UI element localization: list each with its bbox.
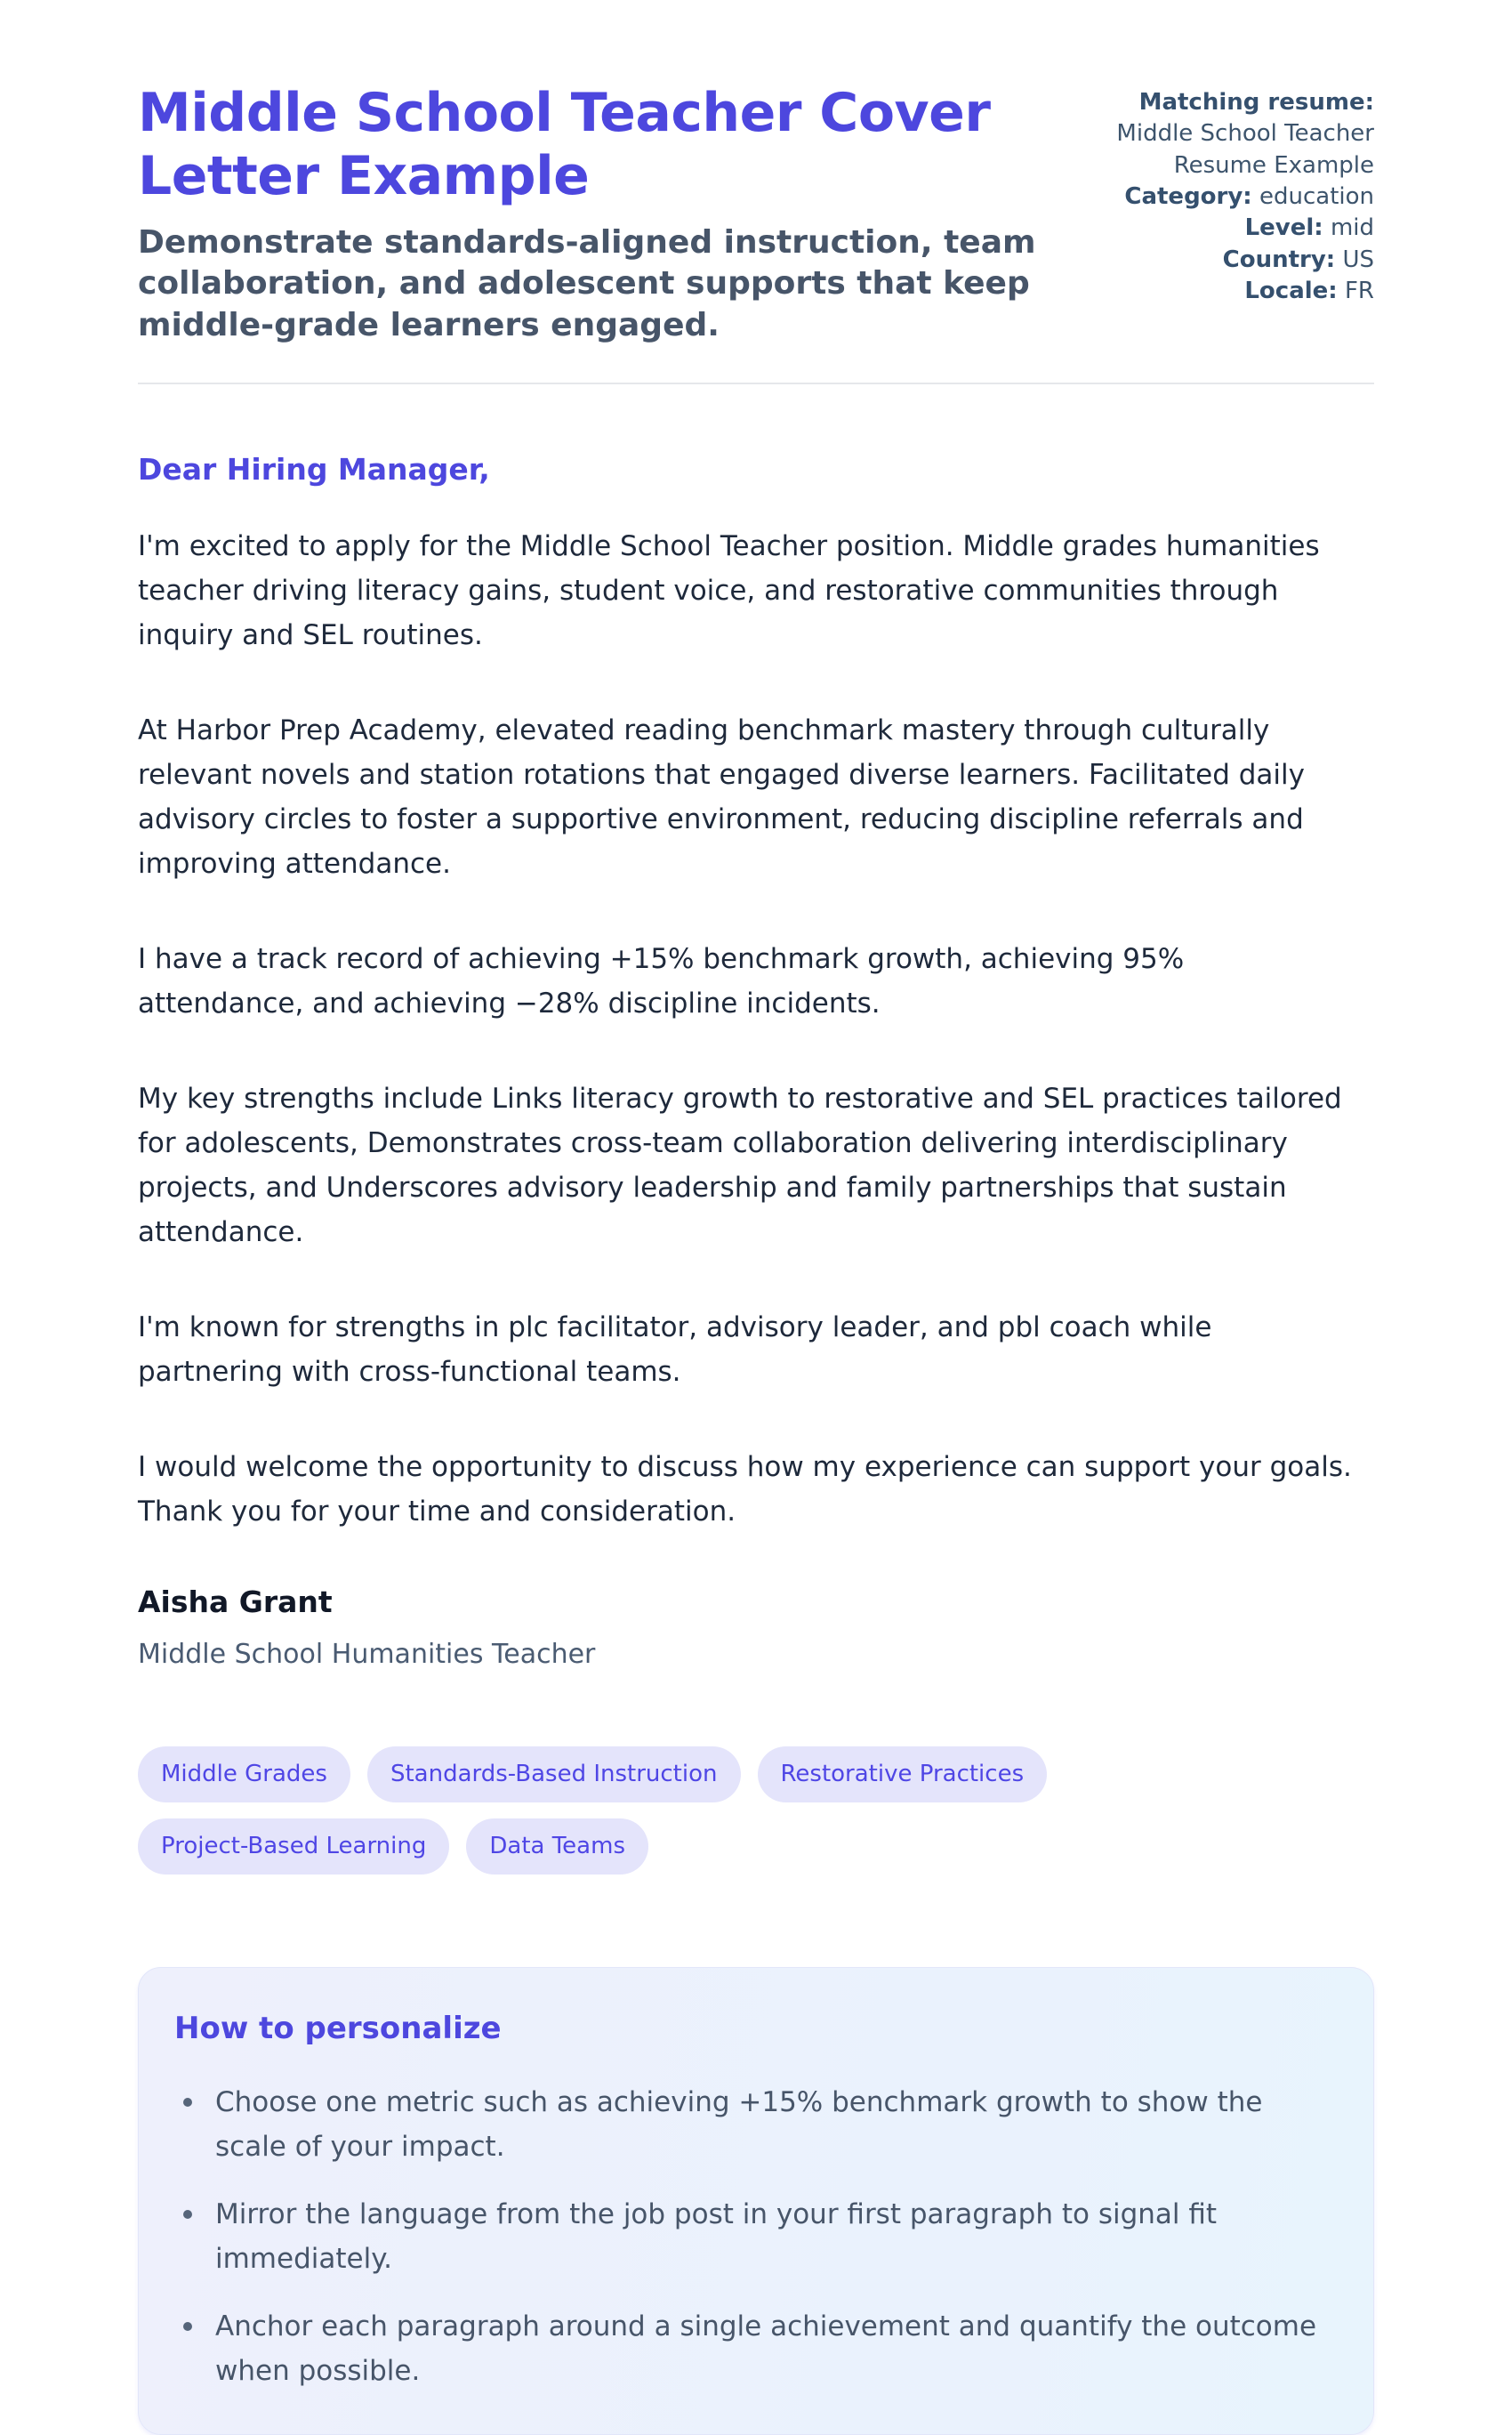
- meta-label: Level:: [1244, 214, 1323, 242]
- tips-card: [138, 1967, 1374, 2435]
- meta-value: FR: [1344, 278, 1374, 305]
- letter-paragraph: I would welcome the opportunity to discuss how my experience can support your goals. Thank you for your time and consideration.: [138, 1450, 1352, 1528]
- meta-label: Category:: [1124, 183, 1252, 211]
- letter-paragraph: My key strengths include Links literacy growth to restorative and SEL practices tailored for adolescents, Demonstrates cross-team collaboration delivering interdisciplinary projects, and Underscores advisory leadership and family partnerships that sustain attendance.: [138, 1082, 1342, 1248]
- meta-row-locale: [1079, 276, 1374, 307]
- meta-value: education: [1259, 183, 1374, 211]
- meta-row-level: [1079, 213, 1374, 244]
- meta-label: Country:: [1222, 246, 1336, 273]
- letter-paragraph: At Harbor Prep Academy, elevated reading benchmark mastery through culturally relevant novels and station rotations that engaged diverse learners. Facilitated daily advisory circles to foster a supportive environment, reducing discipline referrals and improving attendance.: [138, 714, 1305, 880]
- tip-item: Anchor each paragraph around a single achievement and quantify the outcome when possible.: [178, 2304, 1323, 2393]
- letter-paragraph: I have a track record of achieving +15% benchmark growth, achieving 95% attendance, and achieving −28% discipline incidents.: [138, 942, 1185, 1020]
- signature-name: Aisha Grant: [138, 1584, 333, 1619]
- page-content: [138, 0, 1374, 2435]
- signature-title: Middle School Humanities Teacher: [138, 1638, 596, 1670]
- meta-value-resume-link: Middle School Teacher Resume Example: [1116, 120, 1374, 179]
- letter-body: [138, 524, 1374, 1534]
- tips-list: [174, 2080, 1323, 2393]
- header-divider: [138, 383, 1374, 384]
- resume-meta: [1079, 82, 1374, 308]
- tag-pill: Project-Based Learning: [138, 1818, 449, 1875]
- meta-row-matching-resume: [1079, 87, 1374, 181]
- meta-row-category: [1079, 181, 1374, 213]
- meta-label: Matching resume:: [1138, 89, 1374, 116]
- meta-label: Locale:: [1244, 278, 1338, 305]
- page-header: [138, 82, 1374, 347]
- tag-pill: Standards-Based Instruction: [367, 1746, 741, 1802]
- meta-value: US: [1342, 246, 1374, 273]
- letter-paragraph: I'm excited to apply for the Middle School Teacher position. Middle grades humanities teacher driving literacy gains, student voice, and restorative communities through inquiry and SEL routines.: [138, 529, 1320, 651]
- meta-value: mid: [1330, 214, 1374, 242]
- header-title-block: [138, 82, 1063, 347]
- tag-pill: Restorative Practices: [758, 1746, 1048, 1802]
- tag-list: [138, 1746, 1241, 1875]
- letter-paragraph: I'm known for strengths in plc facilitator, advisory leader, and pbl coach while partnering with cross-functional teams.: [138, 1310, 1212, 1388]
- page-title: Middle School Teacher Cover Letter Example: [138, 82, 991, 207]
- page-subtitle: Demonstrate standards-aligned instruction, team collaboration, and adolescent supports that keep middle-grade learners engaged.: [138, 223, 1036, 344]
- signature-block: [138, 1584, 1374, 1670]
- meta-row-country: [1079, 245, 1374, 276]
- letter-salutation: Dear Hiring Manager,: [138, 451, 490, 487]
- tag-pill: Data Teams: [466, 1818, 648, 1875]
- tag-pill: Middle Grades: [138, 1746, 350, 1802]
- tip-item: Mirror the language from the job post in your first paragraph to signal fit immediately.: [178, 2192, 1323, 2281]
- tips-heading: How to personalize: [174, 2011, 502, 2047]
- tip-item: Choose one metric such as achieving +15% benchmark growth to show the scale of your impact.: [178, 2080, 1323, 2169]
